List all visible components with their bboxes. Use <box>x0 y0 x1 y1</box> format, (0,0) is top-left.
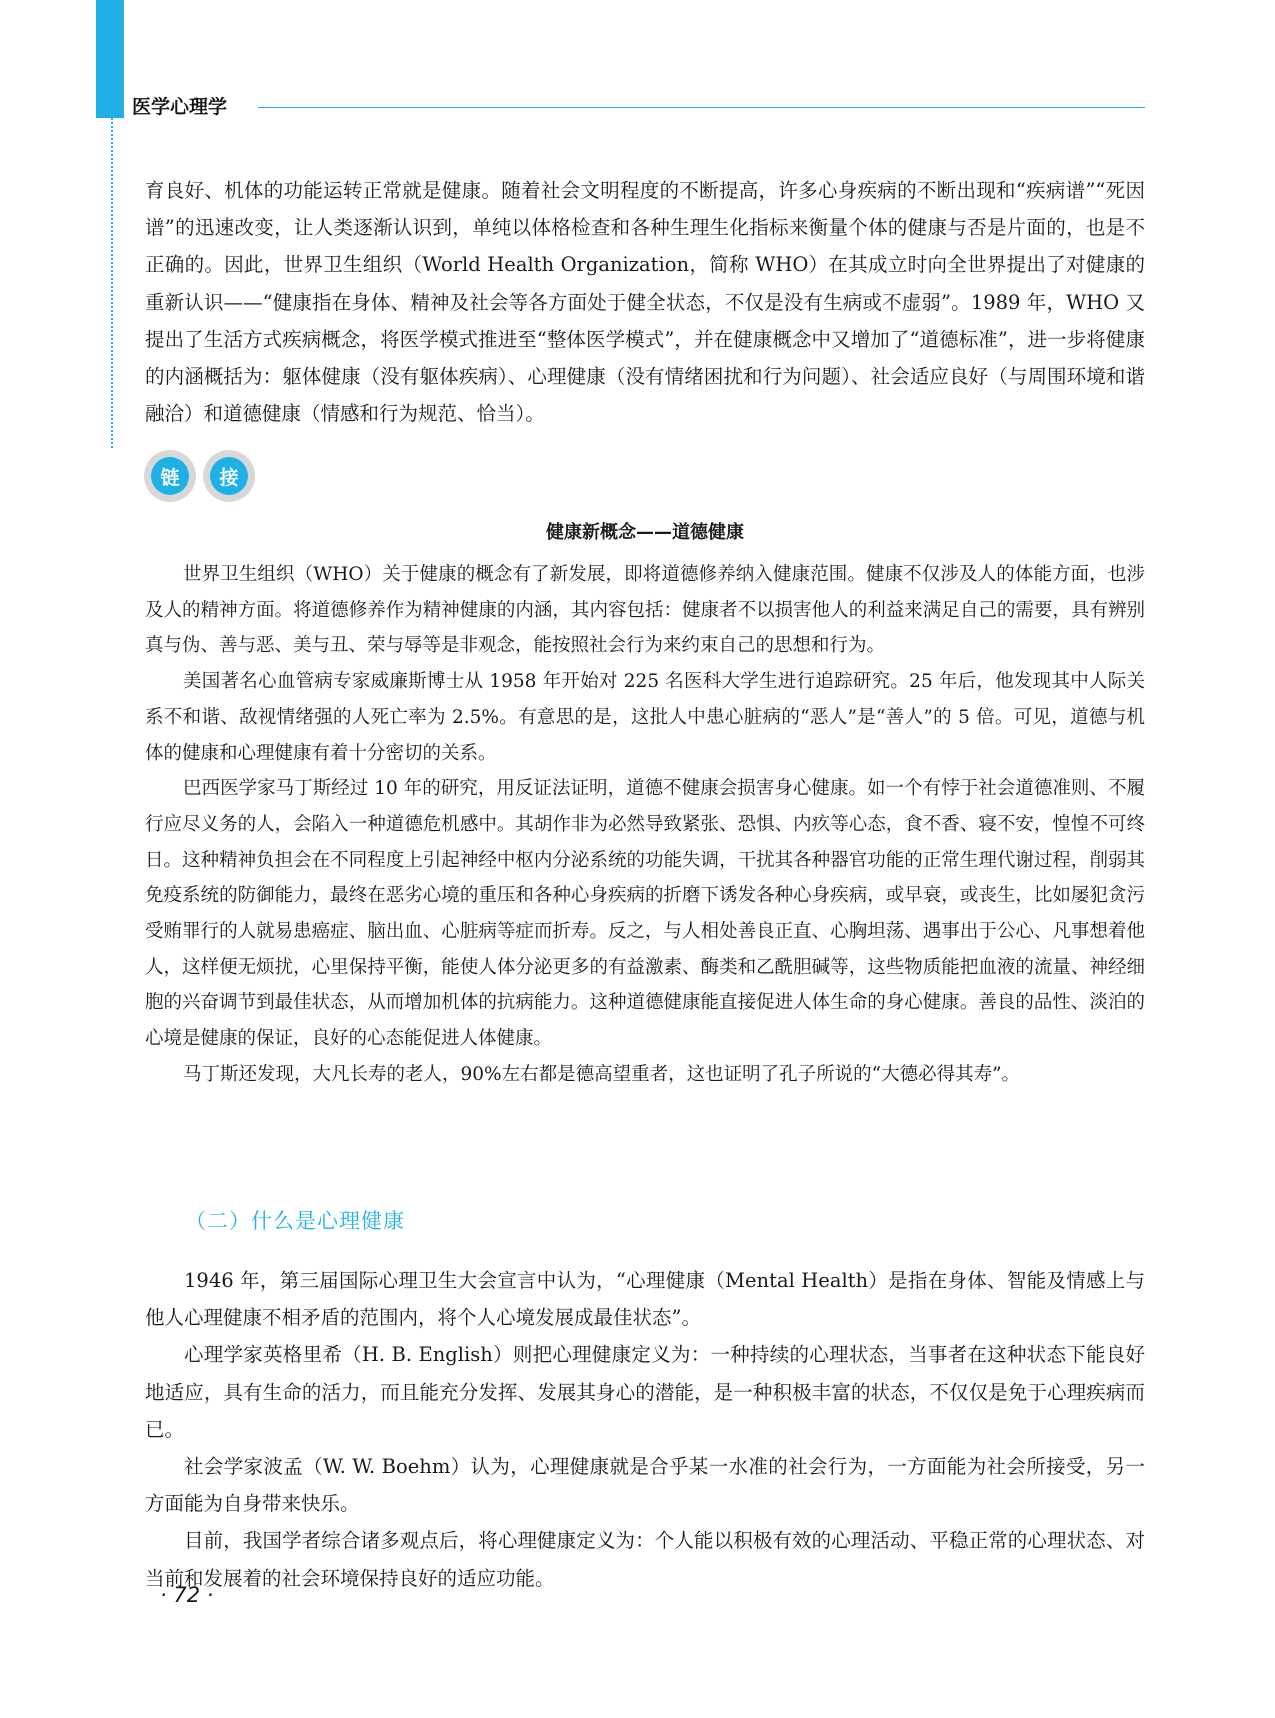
side-dotted-rule <box>111 118 113 448</box>
section-heading: （二）什么是心理健康 <box>185 1209 405 1233</box>
section-paragraph: 社会学家波孟（W. W. Boehm）认为，心理健康就是合乎某一水准的社会行为，一方面能为社会所接受，另一方面能为自身带来快乐。 <box>145 1455 1145 1516</box>
link-badge <box>203 450 255 502</box>
section-paragraph: 目前，我国学者综合诸多观点后，将心理健康定义为：个人能以积极有效的心理活动、平稳正常的心理状态、对当前和发展着的社会环境保持良好的适应功能。 <box>145 1529 1145 1590</box>
side-accent-bar <box>96 0 124 118</box>
link-box-paragraph: 世界卫生组织（WHO）关于健康的概念有了新发展，即将道德修养纳入健康范围。健康不仅涉及人的体能方面，也涉及人的精神方面。将道德修养作为精神健康的内涵，其内容包括：健康者不以损害他人的利益来满足自己的需要，具有辨别真与伪、善与恶、美与丑、荣与辱等是非观念，能按照社会行为来约束自己的思想和行为。 <box>145 564 1145 657</box>
link-badge-char: 接 <box>210 457 248 495</box>
running-title: 医学心理学 <box>132 96 228 118</box>
page-number: · 72 · <box>160 1583 214 1607</box>
link-box-title: 健康新概念——道德健康 <box>546 522 744 543</box>
link-box-paragraph: 美国著名心血管病专家威廉斯博士从 1958 年开始对 225 名医科大学生进行追踪研究。25 年后，他发现其中人际关系不和谐、敌视情绪强的人死亡率为 2.5%。有意思的是，这批人中患心脏病的“恶人”是“善人”的 5 倍。可见，道德与机体的健康和心理健康有着十分密切的关系。 <box>145 671 1145 764</box>
section-paragraph: 心理学家英格里希（H. B. English）则把心理健康定义为：一种持续的心理状态，当事者在这种状态下能良好地适应，具有生命的活力，而且能充分发挥、发展其身心的潜能，是一种积极丰富的状态，不仅仅是免于心理疾病而已。 <box>145 1343 1145 1441</box>
link-badge-char: 链 <box>151 457 189 495</box>
link-badges <box>144 450 255 502</box>
link-box-paragraph: 巴西医学家马丁斯经过 10 年的研究，用反证法证明，道德不健康会损害身心健康。如一个有悖于社会道德准则、不履行应尽义务的人，会陷入一种道德危机感中。其胡作非为必然导致紧张、恐惧、内疚等心态，食不香、寝不安，惶惶不可终日。这种精神负担会在不同程度上引起神经中枢内分泌系统的功能失调，干扰其各种器官功能的正常生理代谢过程，削弱其免疫系统的防御能力，最终在恶劣心境的重压和各种心身疾病的折磨下诱发各种心身疾病，或早衰，或丧生，比如屡犯贪污受贿罪行的人就易患癌症、脑出血、心脏病等症而折寿。反之，与人相处善良正直、心胸坦荡、遇事出于公心、凡事想着他人，这样便无烦扰，心里保持平衡，能使人体分泌更多的有益激素、酶类和乙酰胆碱等，这些物质能把血液的流量、神经细胞的兴奋调节到最佳状态，从而增加机体的抗病能力。这种道德健康能直接促进人体生命的身心健康。善良的品性、淡泊的心境是健康的保证，良好的心态能促进人体健康。 <box>145 778 1145 1050</box>
link-box-body <box>145 557 1145 1093</box>
intro-text <box>145 172 1145 432</box>
link-badge <box>144 450 196 502</box>
header-rule <box>258 107 1145 108</box>
section-paragraph: 1946 年，第三届国际心理卫生大会宣言中认为，“心理健康（Mental Health）是指在身体、智能及情感上与他人心理健康不相矛盾的范围内，将个人心境发展成最佳状态”。 <box>145 1269 1145 1330</box>
intro-paragraph: 育良好、机体的功能运转正常就是健康。随着社会文明程度的不断提高，许多心身疾病的不断出现和“疾病谱”“死因谱”的迅速改变，让人类逐渐认识到，单纯以体格检查和各种生理生化指标来衡量个体的健康与否是片面的，也是不正确的。因此，世界卫生组织（World Health Organization，简称 WHO）在其成立时向全世界提出了对健康的重新认识——“健康指在身体、精神及社会等各方面处于健全状态，不仅是没有生病或不虚弱”。1989 年，WHO 又提出了生活方式疾病概念，将医学模式推进至“整体医学模式”，并在健康概念中又增加了“道德标准”，进一步将健康的内涵概括为：躯体健康（没有躯体疾病）、心理健康（没有情绪困扰和行为问题）、社会适应良好（与周围环境和谐融洽）和道德健康（情感和行为规范、恰当）。 <box>145 179 1145 426</box>
section-body <box>145 1262 1145 1597</box>
link-box-paragraph: 马丁斯还发现，大凡长寿的老人，90%左右都是德高望重者，这也证明了孔子所说的“大德必得其寿”。 <box>183 1063 1021 1085</box>
